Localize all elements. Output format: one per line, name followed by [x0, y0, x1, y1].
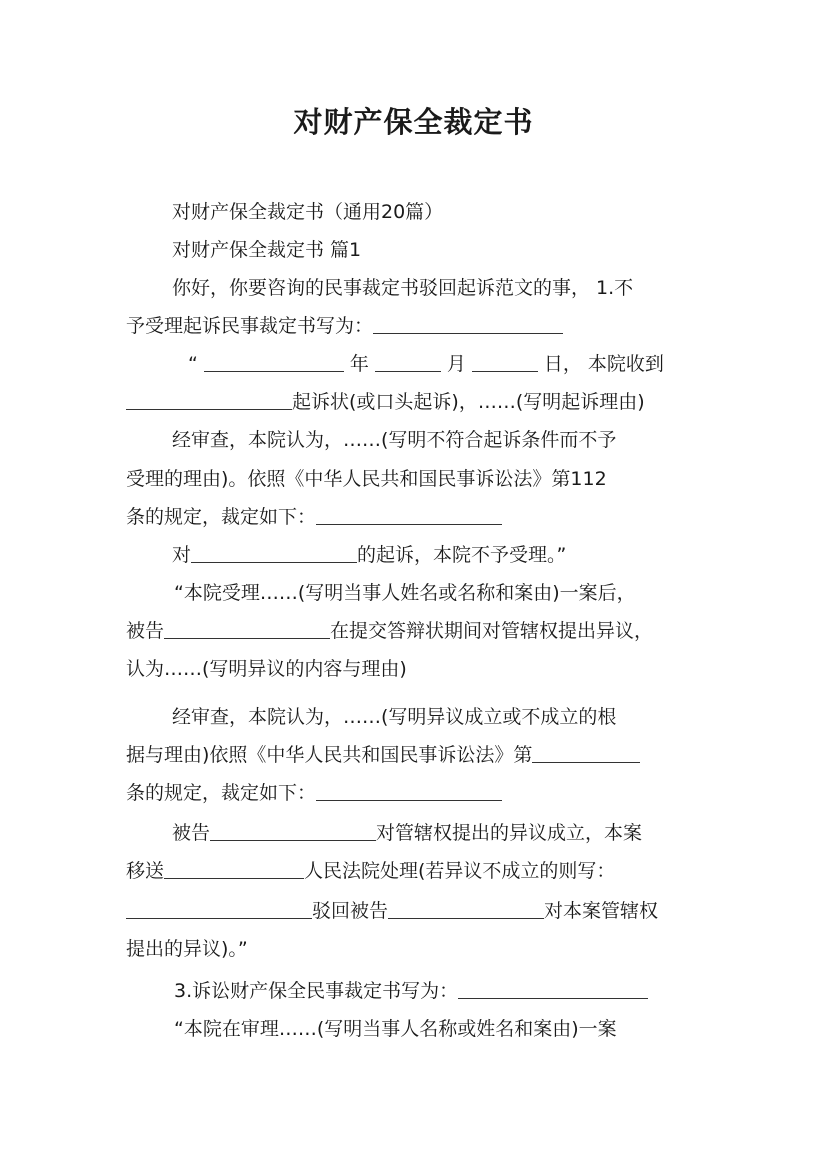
line-text: “本院在审理……(写明当事人名称或姓名和案由)一案 [174, 1018, 617, 1040]
line-text: 你好，你要咨询的民事裁定书驳回起诉范文的事， 1.不 [172, 277, 634, 299]
paragraph-line [126, 390, 645, 414]
line-text: 的起诉，本院不予受理。” [357, 544, 567, 566]
paragraph-line [126, 619, 653, 643]
fill-in-blank [472, 353, 538, 372]
line-text: 日， 本院收到 [543, 353, 664, 375]
paragraph-line [126, 899, 658, 923]
line-text: 3.诉讼财产保全民事裁定书写为： [174, 980, 459, 1002]
fill-in-blank [458, 980, 648, 999]
paragraph-line [172, 238, 361, 262]
line-text: 起诉状(或口头起诉)，……(写明起诉理由) [292, 391, 645, 413]
line-text: 对管辖权提出的异议成立，本案 [376, 822, 643, 844]
line-text: 对财产保全裁定书（通用20篇） [172, 201, 444, 223]
line-text: 据与理由)依照《中华人民共和国民事诉讼法》第 [126, 744, 533, 766]
fill-in-blank [388, 900, 544, 919]
paragraph-line [126, 505, 502, 529]
fill-in-blank [210, 822, 376, 841]
line-text: 认为……(写明异议的内容与理由) [126, 658, 407, 680]
paragraph-line [174, 581, 636, 605]
fill-in-blank [204, 353, 344, 372]
paragraph-line [172, 543, 566, 567]
line-text: 对本案管辖权 [544, 900, 659, 922]
paragraph-line [172, 821, 642, 845]
paragraph-line [172, 276, 633, 300]
line-text: 经审查，本院认为，……(写明异议成立或不成立的根 [172, 706, 617, 728]
paragraph-line [174, 979, 648, 1003]
line-text: 年 [349, 353, 369, 375]
paragraph-line [174, 1017, 617, 1041]
line-text: 被告 [172, 822, 211, 844]
fill-in-blank [373, 315, 563, 334]
fill-in-blank [316, 782, 502, 801]
line-text: 月 [446, 353, 466, 375]
paragraph-line [172, 200, 443, 224]
line-text: “本院受理……(写明当事人姓名或名称和案由)一案后， [174, 582, 636, 604]
line-text: 移送 [126, 860, 165, 882]
fill-in-blank [164, 860, 304, 879]
paragraph-line [126, 781, 502, 805]
line-text: 条的规定，裁定如下： [126, 506, 317, 528]
line-text: “ [188, 353, 198, 375]
paragraph-line [172, 705, 616, 729]
paragraph-line [126, 743, 640, 767]
line-text: 人民法院处理(若异议不成立的则写： [304, 860, 616, 882]
fill-in-blank [375, 353, 441, 372]
line-text: 被告 [126, 620, 165, 642]
line-text: 对财产保全裁定书 篇1 [172, 239, 362, 261]
paragraph-line [126, 314, 563, 338]
paragraph-line [126, 859, 615, 883]
fill-in-blank [126, 900, 312, 919]
document-title: 对财产保全裁定书 [293, 105, 534, 139]
paragraph-line [126, 467, 607, 491]
line-text: 予受理起诉民事裁定书写为： [126, 315, 374, 337]
line-text: 对 [172, 544, 192, 566]
paragraph-line [172, 428, 616, 452]
line-text: 经审查，本院认为，……(写明不符合起诉条件而不予 [172, 429, 617, 451]
fill-in-blank [126, 391, 292, 410]
fill-in-blank [532, 744, 640, 763]
line-text: 提出的异议)。” [126, 938, 248, 960]
line-text: 条的规定，裁定如下： [126, 782, 317, 804]
fill-in-blank [164, 620, 330, 639]
line-text: 在提交答辩状期间对管辖权提出异议， [330, 620, 654, 642]
paragraph-line [126, 657, 407, 681]
paragraph-line [188, 352, 664, 376]
line-text: 受理的理由)。依照《中华人民共和国民事诉讼法》第112 [126, 468, 607, 490]
paragraph-line [126, 937, 248, 961]
line-text: 驳回被告 [312, 900, 389, 922]
fill-in-blank [316, 506, 502, 525]
fill-in-blank [191, 544, 357, 563]
